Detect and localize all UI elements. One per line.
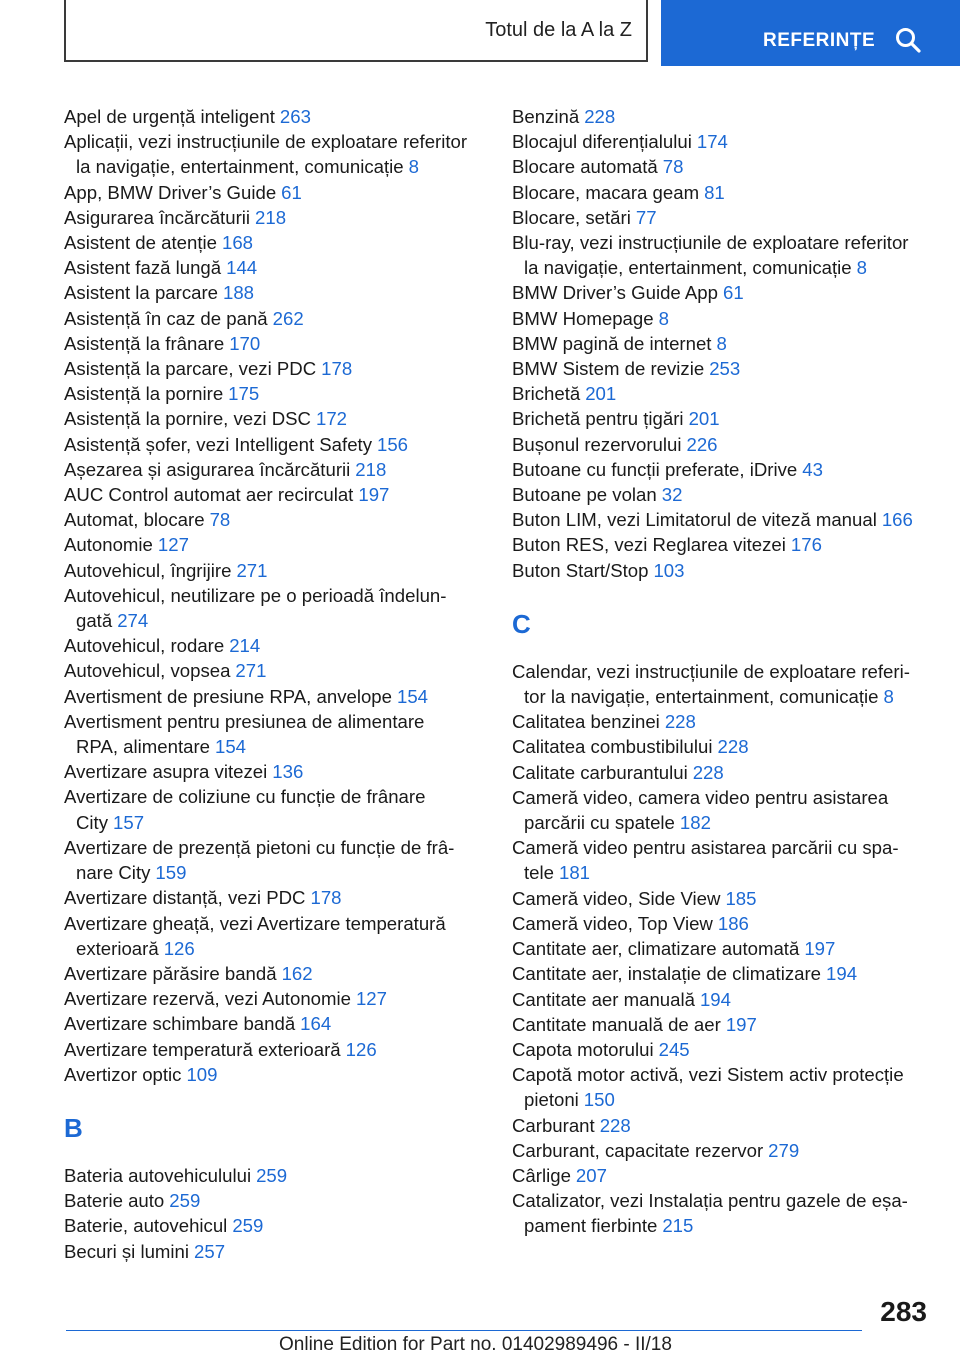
entry-text: Calitatea combustibilului [512, 736, 713, 758]
page-link[interactable]: 178 [321, 358, 353, 380]
index-column-right [512, 104, 932, 1239]
index-entry [64, 1188, 484, 1213]
page-link[interactable]: 228 [717, 736, 749, 758]
entry-text: Asistență la parcare, vezi PDC [64, 358, 317, 380]
index-entry [64, 1062, 484, 1087]
page-link[interactable]: 186 [717, 912, 749, 934]
index-entry [64, 406, 484, 431]
entry-text: Avertizare schimbare bandă [64, 1013, 296, 1035]
page-link[interactable]: 166 [881, 509, 913, 531]
index-entry [512, 1138, 932, 1163]
entry-text: Avertisment pentru presiunea de alimentare [64, 710, 425, 732]
index-entry [512, 205, 932, 230]
index-entry [64, 180, 484, 205]
page-link[interactable]: 197 [358, 484, 390, 506]
page-link[interactable]: 8 [716, 332, 727, 354]
page-link[interactable]: 43 [802, 458, 823, 480]
entry-text: Calitatea benzinei [512, 711, 660, 733]
index-entry [64, 457, 484, 482]
index-entry [512, 709, 932, 734]
entry-text: Automat, blocare [64, 509, 205, 531]
entry-text: Asistență în caz de pană [64, 307, 268, 329]
entry-text: Butoane pe volan [512, 484, 657, 506]
index-entry [64, 532, 484, 557]
entry-text: Avertizare părăsire bandă [64, 962, 277, 984]
index-entry [64, 104, 484, 129]
entry-text: Blocare, setări [512, 206, 631, 228]
index-entry [512, 987, 932, 1012]
entry-text: la navigație, entertainment, comunicație [524, 257, 852, 279]
page-link[interactable]: 157 [113, 811, 145, 833]
entry-text: Blocajul diferențialului [512, 131, 692, 153]
index-entry [64, 230, 484, 255]
entry-text: Cameră video, Side View [512, 887, 721, 909]
page-link[interactable]: 259 [256, 1164, 288, 1186]
entry-text: Brichetă [512, 383, 581, 405]
index-entry [64, 381, 484, 406]
index-entry [64, 432, 484, 457]
index-entry [64, 558, 484, 583]
page-link[interactable]: 174 [696, 131, 728, 153]
index-entry [64, 633, 484, 658]
index-entry [512, 154, 932, 179]
page-link[interactable]: 61 [281, 181, 302, 203]
index-entry [64, 1213, 484, 1238]
entry-text: pietoni [524, 1089, 579, 1111]
entry-text: Buton LIM, vezi Limitatorul de viteză manual [512, 509, 877, 531]
index-entry [512, 785, 932, 835]
entry-text: Calitate carburantului [512, 761, 688, 783]
index-entry [64, 280, 484, 305]
footer-edition [279, 1334, 672, 1356]
entry-text: Apel de urgență inteligent [64, 106, 275, 127]
page-link[interactable]: 162 [281, 962, 313, 984]
index-entry [64, 1163, 484, 1188]
page-link[interactable]: 228 [584, 106, 616, 127]
entry-text: Benzină [512, 106, 580, 127]
entry-text: BMW Driver’s Guide App [512, 282, 718, 304]
page-link[interactable]: 207 [575, 1164, 607, 1186]
entry-text: Cameră video pentru asistarea parcării cu spa- [512, 837, 899, 859]
index-entry [64, 583, 484, 633]
entry-text: Avertizare de prezență pietoni cu funcție de frâ- [64, 836, 455, 858]
index-entry [512, 886, 932, 911]
index-entry [64, 911, 484, 961]
index-entry [64, 255, 484, 280]
page-link[interactable]: 188 [223, 282, 255, 304]
entry-text: la navigație, entertainment, comunicație [76, 156, 404, 178]
entry-text: Carburant [512, 1114, 595, 1136]
page-link[interactable]: 127 [157, 534, 189, 556]
entry-text: Asistent la parcare [64, 282, 218, 304]
entry-text: Cantitate aer, instalație de climatizare [512, 963, 822, 985]
index-entry [512, 104, 932, 129]
index-entry [64, 961, 484, 986]
entry-text: Avertizor optic [64, 1063, 182, 1085]
entry-text: Blocare automată [512, 156, 658, 178]
entry-text: Baterie auto [64, 1190, 165, 1212]
entry-text: Cârlige [512, 1164, 571, 1186]
page-link[interactable]: 228 [664, 711, 696, 733]
entry-text: Autovehicul, neutilizare pe o perioadă îndelun- [64, 584, 447, 606]
entry-text: Avertizare de coliziune cu funcție de frânare [64, 786, 426, 808]
entry-text: Autovehicul, îngrijire [64, 559, 232, 581]
index-entry [512, 1163, 932, 1188]
index-entry [64, 986, 484, 1011]
index-entry [512, 911, 932, 936]
index-entry [512, 306, 932, 331]
index-entry [512, 734, 932, 759]
page-link[interactable]: 218 [355, 458, 387, 480]
page-link[interactable]: 61 [722, 282, 744, 304]
page-link[interactable]: 253 [709, 358, 741, 380]
page-link[interactable]: 201 [585, 383, 617, 405]
entry-text: Asistent de atenție [64, 232, 217, 254]
index-entry [64, 205, 484, 230]
entry-text: Bușonul rezervorului [512, 433, 682, 455]
page-link[interactable]: 78 [662, 156, 684, 178]
entry-text: Avertizare gheață, vezi Avertizare temperatură [64, 912, 446, 934]
index-entry [512, 1113, 932, 1138]
entry-text: AUC Control automat aer recirculat [64, 484, 354, 506]
entry-text: Cameră video, camera video pentru asistarea [512, 786, 889, 808]
index-entry [64, 1037, 484, 1062]
index-entry [512, 406, 932, 431]
page-link[interactable]: 263 [279, 106, 311, 127]
entry-text: Butoane cu funcții preferate, iDrive [512, 458, 798, 480]
entry-text: Capota motorului [512, 1038, 654, 1060]
index-entry [64, 709, 484, 759]
page-number: 283 [880, 1296, 927, 1327]
entries-b-continued [512, 104, 932, 583]
page-link[interactable]: 8 [408, 156, 419, 178]
entry-text: exterioară [76, 937, 159, 959]
page-link[interactable]: 259 [232, 1215, 264, 1237]
page-link[interactable]: 194 [699, 988, 731, 1010]
index-entry [512, 381, 932, 406]
index-column-left [64, 104, 484, 1264]
entries-a [64, 104, 484, 1087]
page-link[interactable]: 274 [117, 610, 149, 632]
entries-c [512, 659, 932, 1239]
index-entry [512, 532, 932, 557]
page-link[interactable]: 228 [599, 1114, 631, 1136]
page-link[interactable]: 170 [229, 332, 261, 354]
index-entry [512, 356, 932, 381]
entry-text: BMW Homepage [512, 307, 654, 329]
page-link[interactable]: 156 [377, 433, 409, 455]
entry-text: Cameră video, Top View [512, 912, 713, 934]
entry-text: Brichetă pentru țigări [512, 408, 684, 430]
entry-text: Asistență la frânare [64, 332, 225, 354]
page-link[interactable]: 228 [692, 761, 724, 783]
entry-text: Buton RES, vezi Reglarea vitezei [512, 534, 786, 556]
entry-text: Aplicații, vezi instrucțiunile de exploatare referitor [64, 131, 468, 153]
entry-text: nare City [76, 862, 151, 884]
entry-text: Becuri și lumini [64, 1240, 190, 1262]
index-entry [512, 180, 932, 205]
page-link[interactable]: 175 [228, 383, 260, 405]
index-entry [64, 507, 484, 532]
index-entry [64, 658, 484, 683]
page-link[interactable]: 77 [635, 206, 657, 228]
page-link[interactable]: 103 [653, 559, 685, 581]
index-entry [512, 331, 932, 356]
page-link[interactable]: 168 [221, 232, 254, 254]
page-link[interactable]: 8 [883, 686, 894, 708]
entry-text: BMW pagină de internet [512, 332, 712, 354]
index-entry [64, 684, 484, 709]
page-link[interactable]: 257 [194, 1240, 226, 1262]
page-link[interactable]: 182 [679, 812, 711, 834]
index-entry [512, 280, 932, 305]
page-link[interactable]: 215 [662, 1215, 694, 1237]
edition-text: Online Edition for Part no. 01402989496 - II/18 [279, 1334, 672, 1355]
page-link[interactable]: 159 [155, 862, 187, 884]
entry-text: Bateria autovehiculului [64, 1164, 252, 1186]
page-link[interactable]: 262 [272, 307, 304, 329]
entry-text: Avertizare asupra vitezei [64, 761, 268, 783]
section-heading-c: C [512, 608, 531, 639]
index-entry [512, 760, 932, 785]
page-link[interactable]: 197 [725, 1013, 757, 1035]
page-link[interactable]: 136 [272, 761, 304, 783]
entry-text: Asistență la pornire [64, 383, 224, 405]
entry-text: Autovehicul, vopsea [64, 660, 231, 682]
entry-text: Autovehicul, rodare [64, 635, 225, 657]
index-entry [512, 482, 932, 507]
tab-references-label: REFERINȚE [763, 30, 876, 51]
page-link[interactable]: 78 [209, 509, 231, 531]
entry-text: Asigurarea încărcăturii [64, 206, 251, 228]
footer-divider [66, 1330, 862, 1331]
index-entry [512, 1037, 932, 1062]
entry-text: Așezarea și asigurarea încărcăturii [64, 458, 351, 480]
page-link[interactable]: 126 [345, 1038, 377, 1060]
index-entry [512, 1062, 932, 1112]
index-entry [64, 356, 484, 381]
page-link[interactable]: 126 [163, 937, 195, 959]
entry-text: Calendar, vezi instrucțiunile de exploatare referi- [512, 660, 910, 682]
entry-text: tor la navigație, entertainment, comunicație [524, 686, 879, 708]
page-link[interactable]: 245 [658, 1038, 690, 1060]
entry-text: Buton Start/Stop [512, 559, 649, 581]
page-header [0, 0, 960, 66]
entry-text: Avertizare distanță, vezi PDC [64, 887, 306, 909]
entry-text: Blocare, macara geam [512, 181, 700, 203]
entry-text: Avertizare temperatură exterioară [64, 1038, 341, 1060]
entries-b [64, 1163, 484, 1264]
page-link[interactable]: 271 [236, 559, 268, 581]
page-link[interactable]: 8 [856, 257, 867, 279]
index-entry [64, 129, 484, 179]
page-link[interactable]: 271 [235, 660, 267, 682]
tab-a-to-z[interactable] [64, 0, 648, 62]
page-link[interactable]: 259 [169, 1190, 201, 1212]
entry-text: Asistent fază lungă [64, 257, 222, 279]
entry-text: BMW Sistem de revizie [512, 358, 705, 380]
index-entry [512, 659, 932, 709]
page-link[interactable]: 154 [397, 685, 429, 707]
index-entry [64, 482, 484, 507]
entry-text: App, BMW Driver’s Guide [64, 181, 277, 203]
entry-text: tele [524, 862, 554, 884]
index-entry [64, 1011, 484, 1036]
page-link[interactable]: 144 [226, 257, 258, 279]
entry-text: parcării cu spatele [524, 812, 675, 834]
entry-text: Avertisment de presiune RPA, anvelope [64, 685, 392, 707]
index-entry [512, 835, 932, 885]
index-entry [512, 1188, 932, 1238]
page-link[interactable]: 172 [316, 408, 348, 430]
index-entry [512, 558, 932, 583]
entry-text: Capotă motor activă, vezi Sistem activ protecție [512, 1064, 904, 1086]
index-entry [512, 432, 932, 457]
page-link[interactable]: 109 [186, 1063, 218, 1085]
index-entry [64, 331, 484, 356]
entry-text: City [76, 811, 109, 833]
entry-text: gată [76, 610, 113, 632]
page-link[interactable]: 154 [215, 736, 247, 758]
index-entry [512, 129, 932, 154]
index-entry [512, 230, 932, 280]
entry-text: Avertizare rezervă, vezi Autonomie [64, 988, 351, 1010]
page-link[interactable]: 150 [583, 1089, 615, 1111]
page-link[interactable]: 185 [725, 887, 757, 909]
tab-references[interactable] [661, 0, 960, 66]
search-icon[interactable] [895, 27, 921, 53]
entry-text: pament fierbinte [524, 1215, 658, 1237]
page-link[interactable]: 201 [688, 408, 720, 430]
page-link[interactable]: 194 [826, 963, 858, 985]
page-link[interactable]: 164 [300, 1013, 332, 1035]
index-entry [512, 457, 932, 482]
page-link[interactable]: 8 [658, 307, 669, 329]
page-link[interactable]: 81 [704, 181, 725, 203]
entry-text: Carburant, capacitate rezervor [512, 1139, 764, 1161]
page-link[interactable]: 279 [768, 1139, 800, 1161]
page-link[interactable]: 181 [558, 862, 591, 884]
entry-text: Catalizator, vezi Instalația pentru gazele de eșa- [512, 1190, 908, 1212]
page-link[interactable]: 218 [255, 206, 287, 228]
entry-text: Asistență la pornire, vezi DSC [64, 408, 311, 430]
entry-text: RPA, alimentare [76, 736, 210, 758]
index-entry [64, 885, 484, 910]
index-entry [512, 1012, 932, 1037]
index-entry [64, 759, 484, 784]
section-heading-b: B [64, 1112, 83, 1143]
entry-text: Autonomie [64, 534, 153, 556]
index-entry [64, 835, 484, 885]
page-link[interactable]: 226 [686, 433, 718, 455]
page-link[interactable]: 176 [790, 534, 822, 556]
index-entry [64, 784, 484, 834]
page-link[interactable]: 214 [229, 635, 261, 657]
index-entry [512, 507, 932, 532]
entry-text: Baterie, autovehicul [64, 1215, 228, 1237]
entry-text: Cantitate manuală de aer [512, 1013, 721, 1035]
page-link[interactable]: 178 [310, 887, 342, 909]
index-entry [512, 961, 932, 986]
index-entry [64, 1239, 484, 1264]
entry-text: Blu-ray, vezi instrucțiunile de exploatare referitor [512, 232, 909, 254]
page-link[interactable]: 127 [355, 988, 387, 1010]
page-link[interactable]: 32 [661, 484, 683, 506]
page-link[interactable]: 197 [804, 938, 836, 960]
tab-a-to-z-label: Totul de la A la Z [485, 19, 632, 41]
entry-text: Asistență șofer, vezi Intelligent Safety [64, 433, 372, 455]
entry-text: Cantitate aer, climatizare automată [512, 938, 800, 960]
index-entry [512, 936, 932, 961]
entry-text: Cantitate aer manuală [512, 988, 695, 1010]
index-entry [64, 306, 484, 331]
